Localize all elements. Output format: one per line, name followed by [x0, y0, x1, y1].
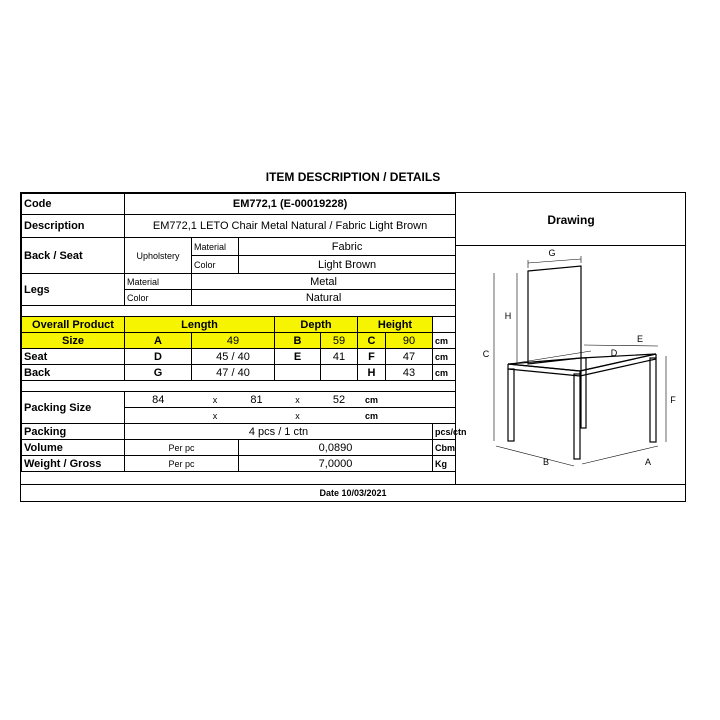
legs-material-label: Material — [125, 274, 192, 290]
pack2-blank-4 — [386, 408, 433, 424]
packing-size-label: Packing Size — [22, 392, 125, 424]
pack2-x-2: x — [275, 408, 321, 424]
back-row — [22, 365, 456, 381]
upholstery-material-label: Material — [192, 238, 239, 256]
chair-backrest — [528, 266, 581, 364]
spec-table — [21, 193, 467, 472]
seat-label: Seat — [22, 349, 125, 365]
pack2-blank-5 — [433, 408, 456, 424]
dim-c-value: 90 — [386, 333, 433, 349]
weight-per: Per pc — [125, 456, 239, 472]
packing-unit: pcs/ctn — [433, 424, 456, 440]
pack-blank-2 — [433, 392, 456, 408]
label-d: D — [610, 348, 618, 358]
code-value: EM772,1 (E-00019228) — [125, 194, 456, 215]
pack-unit: cm — [358, 392, 386, 408]
description-label: Description — [22, 215, 125, 238]
dim-f-value: 47 — [386, 349, 433, 365]
length-header: Length — [125, 317, 275, 333]
label-b: B — [542, 457, 550, 467]
dim-e-value: 41 — [321, 349, 358, 365]
legs-row — [22, 274, 456, 290]
upholstery-material-value: Fabric — [239, 238, 456, 256]
pack2-blank-3 — [321, 408, 358, 424]
packing-value: 4 pcs / 1 ctn — [125, 424, 433, 440]
back-seat-label: Back / Seat — [22, 238, 125, 274]
description-value: EM772,1 LETO Chair Metal Natural / Fabric Light Brown — [125, 215, 456, 238]
dim-b-letter: B — [275, 333, 321, 349]
overall-values-row — [22, 333, 456, 349]
label-e: E — [636, 334, 644, 344]
label-f: F — [670, 395, 676, 405]
label-c: C — [482, 349, 490, 359]
chair-leg-front-left — [508, 369, 514, 441]
description-row — [22, 215, 456, 238]
dim-a-value: 49 — [192, 333, 275, 349]
weight-row — [22, 456, 456, 472]
label-g: G — [548, 248, 556, 258]
pack-blank-1 — [386, 392, 433, 408]
dim-g-value: 47 / 40 — [192, 365, 275, 381]
pack-width: 81 — [239, 392, 275, 408]
packing-size-row — [22, 392, 456, 408]
dim-h-value: 43 — [386, 365, 433, 381]
volume-label: Volume — [22, 440, 125, 456]
drawing-panel — [455, 193, 686, 484]
pack-length: 84 — [125, 392, 192, 408]
back-blank-1 — [275, 365, 321, 381]
upholstery-color-label: Color — [192, 256, 239, 274]
date-footer: Date 10/03/2021 — [21, 484, 685, 502]
upholstery-color-value: Light Brown — [239, 256, 456, 274]
height-header: Height — [358, 317, 433, 333]
label-h: H — [504, 311, 512, 321]
overall-size-label-2: Size — [22, 333, 125, 349]
weight-label: Weight / Gross — [22, 456, 125, 472]
chair-seat — [508, 354, 656, 371]
dim-c-letter: C — [358, 333, 386, 349]
upholstery-label: Upholstery — [125, 238, 192, 274]
packing-row — [22, 424, 456, 440]
code-label: Code — [22, 194, 125, 215]
weight-unit: Kg — [433, 456, 456, 472]
legs-color-value: Natural — [192, 290, 456, 306]
drawing-title: Drawing — [547, 213, 595, 227]
dim-a-letter: A — [125, 333, 192, 349]
chair-leg-right — [650, 358, 656, 442]
dim-h-letter: H — [358, 365, 386, 381]
overall-header-row — [22, 317, 456, 333]
pack-x-2: x — [275, 392, 321, 408]
packing-label: Packing — [22, 424, 125, 440]
dim-g-letter: G — [125, 365, 192, 381]
seat-unit: cm — [433, 349, 456, 365]
code-row — [22, 194, 456, 215]
dim-d-value: 45 / 40 — [192, 349, 275, 365]
legs-label: Legs — [22, 274, 125, 306]
dim-b-value: 59 — [321, 333, 358, 349]
depth-header: Depth — [275, 317, 358, 333]
chair-drawing — [456, 246, 686, 483]
overall-unit: cm — [433, 333, 456, 349]
pack2-x-1: x — [192, 408, 239, 424]
seat-row — [22, 349, 456, 365]
pack2-blank-2 — [239, 408, 275, 424]
spacer-row-2 — [22, 381, 456, 392]
dim-d-letter: D — [125, 349, 192, 365]
volume-unit: Cbm — [433, 440, 456, 456]
spec-sheet — [20, 192, 686, 502]
header-unit-blank — [433, 317, 456, 333]
volume-per: Per pc — [125, 440, 239, 456]
back-label: Back — [22, 365, 125, 381]
spacer-row — [22, 306, 456, 317]
pack2-blank-1 — [125, 408, 192, 424]
chair-leg-back — [581, 358, 586, 428]
pack2-unit: cm — [358, 408, 386, 424]
dim-f-letter: F — [358, 349, 386, 365]
label-a: A — [644, 457, 652, 467]
weight-value: 7,0000 — [239, 456, 433, 472]
volume-row — [22, 440, 456, 456]
pack-height: 52 — [321, 392, 358, 408]
back-unit: cm — [433, 365, 456, 381]
legs-color-label: Color — [125, 290, 192, 306]
overall-size-label: Overall Product — [22, 317, 125, 333]
dim-e-letter: E — [275, 349, 321, 365]
chair-leg-front-mid — [574, 374, 580, 459]
page-title: ITEM DESCRIPTION / DETAILS — [265, 170, 441, 184]
back-blank-2 — [321, 365, 358, 381]
legs-material-value: Metal — [192, 274, 456, 290]
volume-value: 0,0890 — [239, 440, 433, 456]
pack-x-1: x — [192, 392, 239, 408]
back-seat-row — [22, 238, 456, 256]
